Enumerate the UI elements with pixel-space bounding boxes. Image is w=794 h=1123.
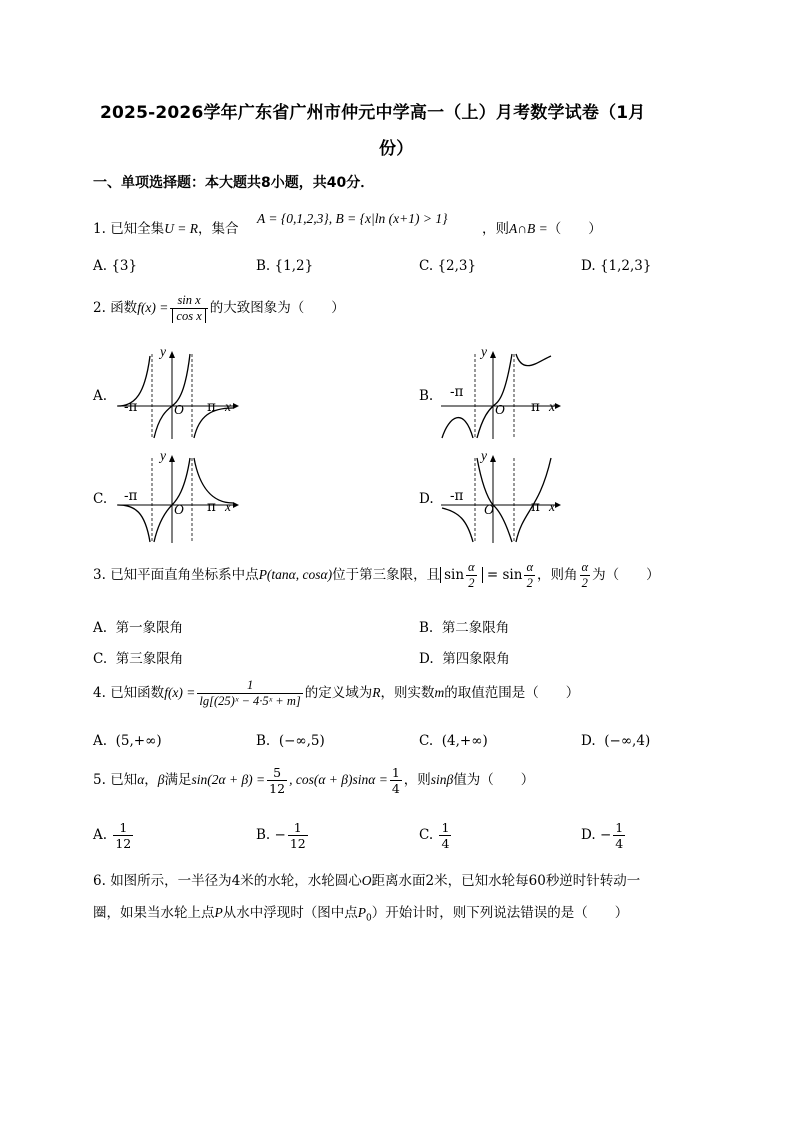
q4-option-c[interactable]: C. (4,+∞) (419, 733, 488, 749)
q2-graph-b[interactable]: y O -π π x (439, 346, 569, 441)
q3-option-b[interactable]: B. 第二象限角 (419, 620, 510, 636)
q3-option-d[interactable]: D. 第四象限角 (419, 651, 510, 667)
page-title-line2: 份） (379, 139, 414, 159)
question-4-stem: 4. 已知函数f(x) = $\frac{1}{\text{lg[(25)ˣ − 4·5ˣ + m]}}$ 的定义域为R，则实数m的取值范围是（ ） (93, 678, 580, 708)
q2-option-b-label[interactable]: B. (419, 388, 434, 404)
q2-option-d-label[interactable]: D. (419, 491, 434, 507)
q1-option-c[interactable]: C. {2,3} (419, 258, 477, 274)
q5-option-a[interactable]: A. $\frac{1}{12}$ (93, 820, 132, 851)
q2-option-c-label[interactable]: C. (93, 491, 108, 507)
q2-graph-a[interactable]: y O -π π x (115, 346, 245, 441)
question-6-line2: 圈，如果当水轮上点P从水中浮现时（图中点$P_0$）开始计时，则下列说法错误的是（ ） (93, 905, 629, 924)
q4-option-a[interactable]: A. (5,+∞) (93, 733, 162, 749)
question-number: 4. (93, 685, 106, 701)
question-number: 5. (93, 772, 106, 788)
q5-option-d[interactable]: D. − $\frac{1}{4}$ (581, 820, 624, 851)
question-2-stem: 2. 函数f(x) = $\frac{\text{sin x}}{\text{cos x}}$ 的大致图象为（ ） (93, 293, 345, 323)
question-1-tail: ，则A∩B =（ ） (482, 221, 602, 237)
q1-option-a[interactable]: A. {3} (93, 258, 138, 274)
question-number: 2. (93, 300, 106, 316)
question-number: 6. (93, 873, 106, 889)
question-6-line1: 6. 如图所示，一半径为4米的水轮，水轮圆心O距离水面2米，已知水轮每60秒逆时针转动一 (93, 873, 641, 889)
question-3-stem: 3. 已知平面直角坐标系中点P(tanα, cosα)位于第三象限，且 sin $\frac{\alpha}{2}$ = sin $\frac{\alpha}{2}$ ，则角 $\frac{\alpha}{2}$ 为（ ） (93, 560, 660, 590)
fraction: $\frac{\text{sin x}}{\text{cos x}}$ (170, 293, 207, 324)
q4-option-b[interactable]: B. (−∞,5) (256, 733, 325, 749)
question-number: 3. (93, 567, 106, 583)
question-1-stem: 1. 已知全集U = R，集合 (93, 221, 239, 237)
q3-option-a[interactable]: A. 第一象限角 (93, 620, 184, 636)
q1-option-b[interactable]: B. {1,2} (256, 258, 314, 274)
q4-option-d[interactable]: D. (−∞,4) (581, 733, 651, 749)
q5-option-c[interactable]: C. $\frac{1}{4}$ (419, 820, 450, 851)
page-title-line1: 2025-2026学年广东省广州市仲元中学高一（上）月考数学试卷（1月 (100, 103, 646, 123)
question-1-sets: A = {0,1,2,3}, B = {x|ln (x+1) > 1} (257, 211, 448, 226)
q1-option-d[interactable]: D. {1,2,3} (581, 258, 652, 274)
question-number: 1. (93, 221, 106, 237)
question-5-stem: 5. 已知α，β满足sin(2α + β) = $\frac{5}{12}$ , cos(α + β)sinα = $\frac{1}{4}$ ，则sinβ值为（ ） (93, 765, 535, 796)
q5-option-b[interactable]: B. − $\frac{1}{12}$ (256, 820, 306, 851)
q2-graph-d[interactable]: y O -π π x (439, 450, 569, 545)
section-heading: 一、单项选择题：本大题共8小题，共40分． (93, 175, 375, 191)
q2-option-a-label[interactable]: A. (93, 388, 108, 404)
q2-graph-c[interactable]: y O -π π x (115, 450, 245, 545)
q3-option-c[interactable]: C. 第三象限角 (93, 651, 184, 667)
